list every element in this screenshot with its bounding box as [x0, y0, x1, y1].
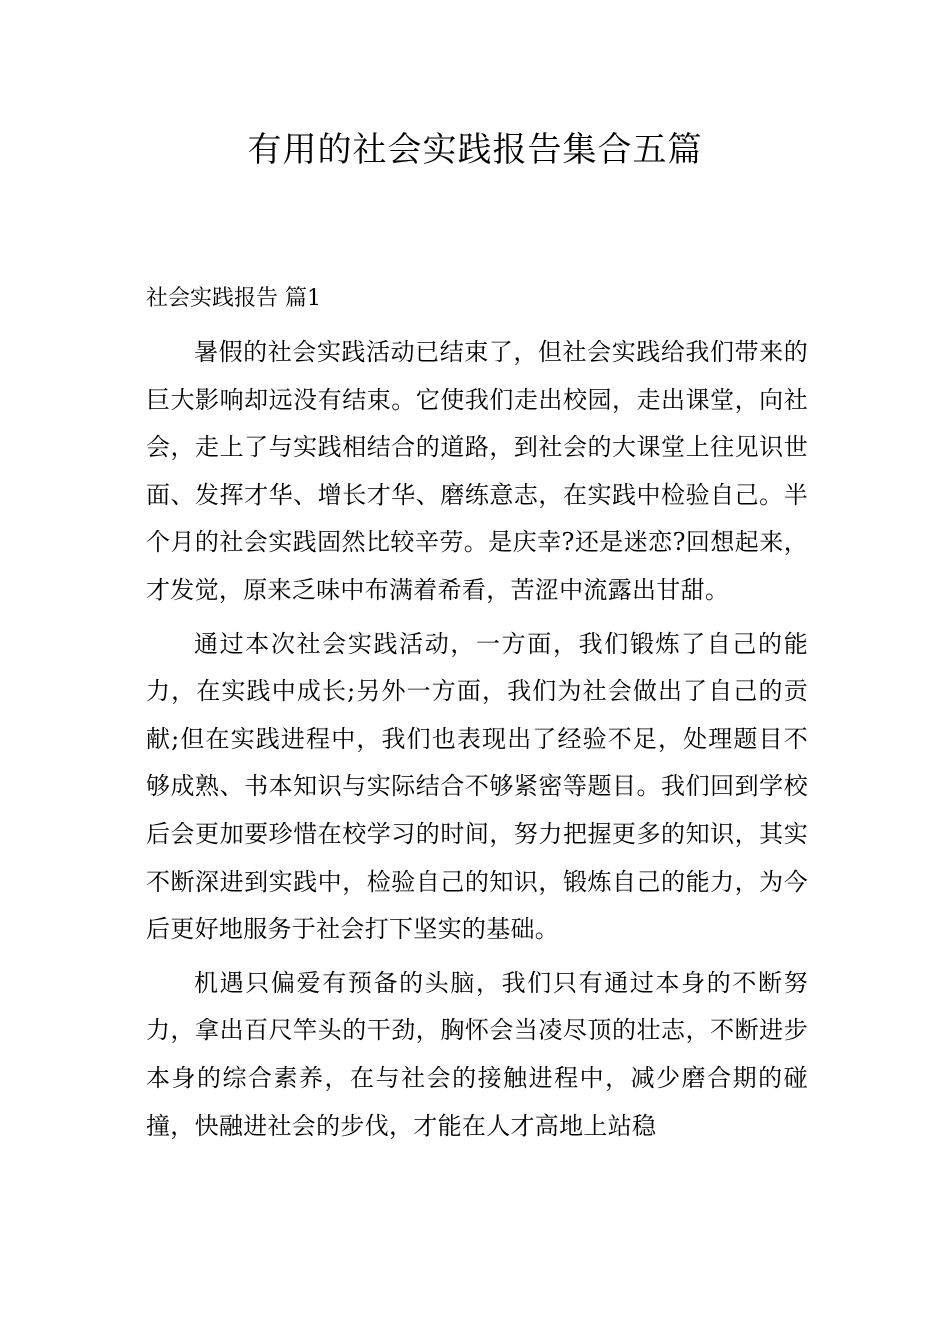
paragraph: 通过本次社会实践活动，一方面，我们锻炼了自己的能力，在实践中成长;另外一方面，我们为社会做出了自己的贡献;但在实践进程中，我们也表现出了经验不足，处理题目不够成熟、书本知识与实际结合不够紧密等题目。我们回到学校后会更加要珍惜在校学习的时间，努力把握更多的知识，其实不断深进到实践中，检验自己的知识，锻炼自己的能力，为今后更好地服务于社会打下坚实的基础。 — [146, 629, 808, 944]
document-title: 有用的社会实践报告集合五篇 — [247, 130, 703, 170]
body-text — [146, 329, 808, 1156]
section-heading: 社会实践报告 篇1 — [146, 286, 321, 311]
paragraph: 机遇只偏爱有预备的头脑，我们只有通过本身的不断努力，拿出百尺竿头的干劲，胸怀会当凌尽顶的壮志，不断进步本身的综合素养，在与社会的接触进程中，减少磨合期的碰撞，快融进社会的步伐，才能在人才高地上站稳 — [146, 968, 808, 1140]
paragraph: 暑假的社会实践活动已结束了，但社会实践给我们带来的巨大影响却远没有结束。它使我们走出校园，走出课堂，向社会，走上了与实践相结合的道路，到社会的大课堂上往见识世面、发挥才华、增长才华、磨练意志，在实践中检验自己。半个月的社会实践固然比较辛劳。是庆幸?还是迷恋?回想起来，才发觉，原来乏味中布满着希看，苦涩中流露出甘甜。 — [146, 338, 808, 604]
